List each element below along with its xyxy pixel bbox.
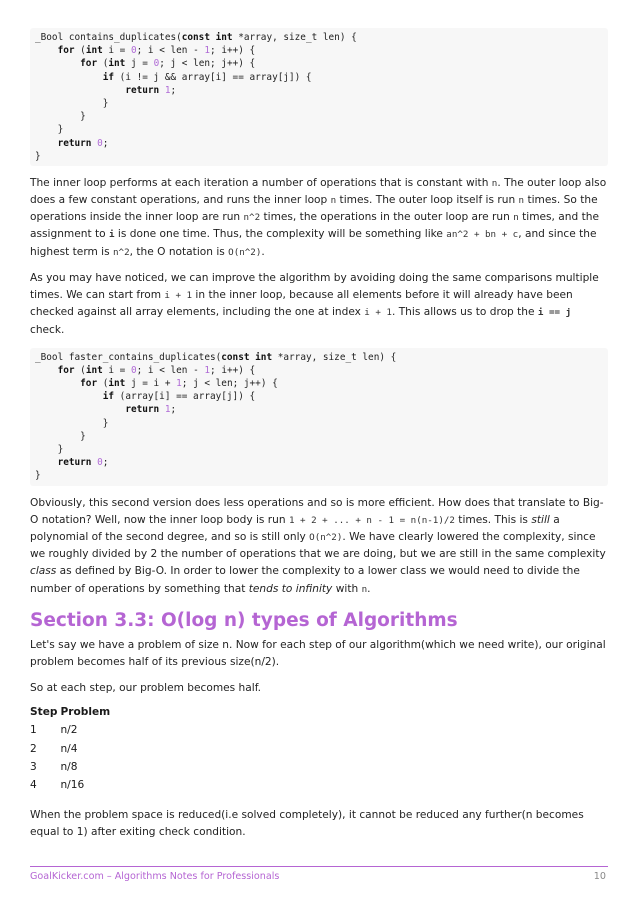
table-row [30, 776, 110, 794]
code-block-contains-duplicates [30, 28, 608, 166]
text: with [332, 582, 362, 595]
page-content [30, 28, 608, 841]
table-header-row [30, 705, 110, 721]
table-cell: 1 [30, 724, 37, 737]
text: is done one time. Thus, the complexity will be something like [114, 228, 447, 241]
code-line: } [35, 111, 86, 123]
code-line: } [35, 124, 64, 136]
table-cell: 3 [30, 761, 37, 773]
text: . [261, 245, 265, 258]
code-line: } [35, 444, 64, 456]
code-line: } [35, 430, 86, 442]
code-line: return 1; [125, 84, 177, 96]
steps-table [30, 705, 110, 794]
text: The inner loop performs at each iteration a number of operations that is constant with [30, 176, 492, 189]
code-line: } [35, 417, 109, 429]
emphasis: still [531, 513, 550, 526]
footer-link[interactable]: GoalKicker.com – Algorithms Notes for Professionals [30, 871, 280, 882]
inline-code: an^2 + bn + c [446, 229, 519, 241]
code-line: return 0; [57, 457, 109, 469]
code-line: for (int j = 0; j < len; j++) { [80, 58, 256, 70]
code-line: for (int i = 0; i < len - 1; i++) { [57, 364, 256, 376]
paragraph-problem-size: Let's say we have a problem of size n. Now for each step of our algorithm(which we need write), our original problem becomes half of its previous size(n/2). [30, 638, 606, 668]
section-title: Section 3.3: O(log n) types of Algorithms [30, 609, 458, 631]
inline-code: n^2 [243, 212, 261, 224]
paragraph-half: So at each step, our problem becomes half. [30, 682, 262, 695]
code-line: for (int j = i + 1; j < len; j++) { [80, 378, 278, 390]
table-cell: 4 [30, 779, 37, 792]
code-line: } [35, 150, 41, 162]
text: . The outer loop also does a few constant operations, and runs the inner loop [30, 176, 607, 207]
table-cell: n/16 [60, 779, 85, 792]
text: in the inner loop, because all elements before it will already have been checked against all array elements, including the one at index [30, 289, 573, 319]
emphasis: class [30, 565, 57, 578]
text: , and since the highest term is [30, 228, 597, 258]
table-row [30, 721, 110, 739]
text: times. This is [454, 513, 532, 526]
text: times, and the assignment to [30, 211, 599, 241]
table-cell: n/8 [60, 761, 78, 773]
header-step: Step [30, 706, 58, 719]
inline-code: i == j [537, 307, 572, 319]
inline-code: n [361, 583, 368, 595]
code-line: _Bool contains_duplicates(const int *array, size_t len) { [35, 32, 357, 43]
paragraph-improvement [30, 270, 608, 339]
text: . [367, 582, 371, 595]
text: a polynomial of the second degree, and so is still only [30, 513, 560, 543]
code-line: } [35, 470, 41, 482]
code-line: if (array[i] == array[j]) { [102, 391, 256, 403]
inline-code: n^2 [113, 246, 130, 258]
paragraph-reduced: When the problem space is reduced(i.e solved completely), it cannot be reduced any further(n becomes equal to 1) after exiting check condition. [30, 808, 584, 838]
page-number: 10 [593, 871, 606, 882]
inline-code: n [513, 212, 519, 224]
code-line: if (i != j && array[i] == array[j]) { [102, 71, 312, 83]
text: , the O notation is [129, 245, 229, 258]
emphasis: tends to infinity [248, 582, 333, 595]
inline-code: i [109, 229, 115, 241]
text: times, the operations in the outer loop are run [260, 211, 514, 224]
text: times. The outer loop itself is run [336, 194, 519, 207]
text: times. So the operations inside the inner loop are run [30, 194, 598, 224]
code-block-faster-contains-duplicates [30, 348, 608, 486]
text: As you may have noticed, we can improve the algorithm by avoiding doing the same comparisons multiple times. We can start from [30, 271, 599, 302]
text: . This allows us to drop the [391, 306, 538, 319]
inline-code: n [330, 195, 337, 207]
table-cell: 2 [30, 742, 37, 755]
inline-code: i + 1 [364, 307, 392, 319]
text: as defined by Big-O. In order to lower the complexity to a lower class we would need to divide the number of operations by something that [30, 565, 580, 595]
text: Obviously, this second version does less operations and so is more efficient. How does that translate to Big-O notation? Well, now the inner loop body is run [30, 496, 604, 526]
inline-code: O(n^2) [228, 246, 262, 258]
code-line: _Bool faster_contains_duplicates(const int *array, size_t len) { [35, 351, 397, 363]
inline-code: O(n^2) [309, 531, 343, 543]
table-cell: n/4 [60, 742, 78, 755]
inline-code: 1 + 2 + ... + n - 1 = n(n-1)/2 [288, 514, 455, 526]
paragraph-big-o [30, 495, 608, 598]
table-cell: n/2 [60, 724, 78, 737]
code-line: return 1; [125, 404, 177, 416]
code-line: for (int i = 0; i < len - 1; i++) { [57, 45, 256, 57]
paragraph-inner-loop [30, 175, 608, 261]
code-line: return 0; [57, 137, 109, 149]
text: check. [30, 323, 65, 336]
text: . We have clearly lowered the complexity, since we roughly divided by 2 the number of operations that we are doing, but we are still in the same complexity [30, 530, 606, 561]
inline-code: n [491, 177, 498, 189]
inline-code: n [518, 195, 525, 207]
header-problem: Problem [60, 706, 111, 719]
table-row [30, 758, 110, 776]
page-footer [30, 866, 608, 882]
table-row [30, 740, 110, 758]
inline-code: i + 1 [164, 290, 193, 302]
code-line: } [35, 97, 109, 109]
